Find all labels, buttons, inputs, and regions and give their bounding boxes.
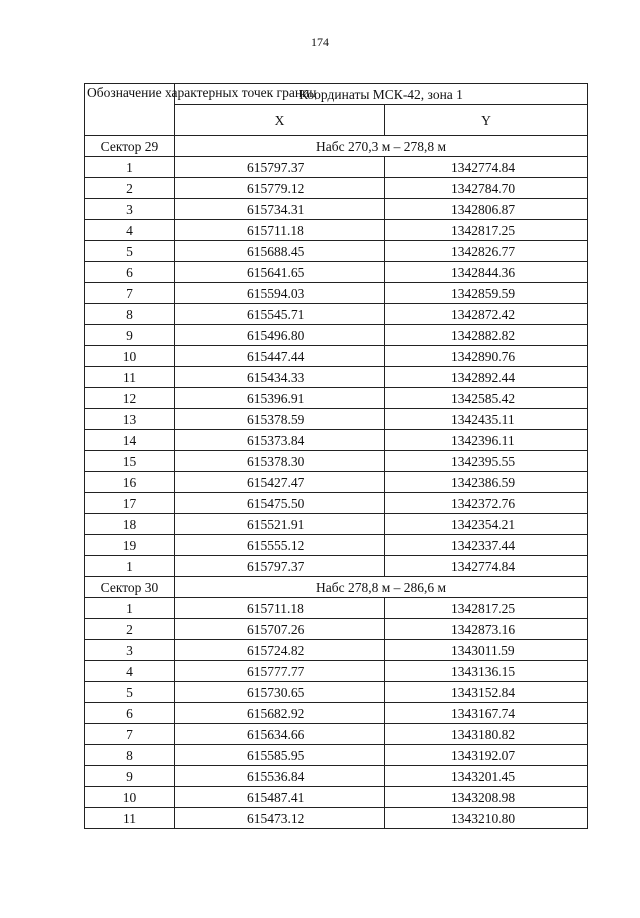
y-axis-header: Y [385,105,588,136]
table-row [85,262,588,283]
y-coordinate: 1342396.11 [385,430,588,451]
table-row [85,178,588,199]
x-coordinate: 615797.37 [175,157,385,178]
table-row [85,220,588,241]
table-row [85,598,588,619]
table-row [85,724,588,745]
y-coordinate: 1342386.59 [385,472,588,493]
table-row [85,556,588,577]
y-coordinate: 1342372.76 [385,493,588,514]
y-coordinate: 1342882.82 [385,325,588,346]
table-row [85,451,588,472]
x-coordinate: 615711.18 [175,598,385,619]
point-number: 14 [85,430,175,451]
x-coordinate: 615641.65 [175,262,385,283]
table-row [85,619,588,640]
y-coordinate: 1343208.98 [385,787,588,808]
designation-header: Обозначение характерных точек границ [85,84,175,136]
y-coordinate: 1342337.44 [385,535,588,556]
x-coordinate: 615682.92 [175,703,385,724]
x-coordinate: 615487.41 [175,787,385,808]
x-coordinate: 615797.37 [175,556,385,577]
y-coordinate: 1343167.74 [385,703,588,724]
table-row [85,409,588,430]
point-number: 1 [85,157,175,178]
table-row [85,157,588,178]
point-number: 1 [85,598,175,619]
table-row [85,808,588,829]
x-coordinate: 615730.65 [175,682,385,703]
coordinates-table [84,83,588,829]
point-number: 11 [85,367,175,388]
point-number: 4 [85,220,175,241]
x-coordinate: 615396.91 [175,388,385,409]
y-coordinate: 1343192.07 [385,745,588,766]
x-coordinate: 615536.84 [175,766,385,787]
coords-title-header: Координаты МСК-42, зона 1 [175,84,588,105]
x-coordinate: 615594.03 [175,283,385,304]
table-row [85,304,588,325]
point-number: 6 [85,703,175,724]
y-coordinate: 1342890.76 [385,346,588,367]
table-row [85,472,588,493]
point-number: 10 [85,346,175,367]
point-number: 8 [85,745,175,766]
point-number: 9 [85,766,175,787]
point-number: 2 [85,178,175,199]
y-coordinate: 1342859.59 [385,283,588,304]
x-coordinate: 615473.12 [175,808,385,829]
point-number: 13 [85,409,175,430]
y-coordinate: 1342872.42 [385,304,588,325]
table-row [85,283,588,304]
table-row [85,766,588,787]
x-coordinate: 615378.59 [175,409,385,430]
y-coordinate: 1342774.84 [385,556,588,577]
point-number: 7 [85,724,175,745]
sector-header-row [85,136,588,157]
table-row [85,703,588,724]
header-row-title [85,84,588,105]
sector-name: Сектор 30 [85,577,175,598]
x-coordinate: 615707.26 [175,619,385,640]
point-number: 5 [85,682,175,703]
y-coordinate: 1342585.42 [385,388,588,409]
point-number: 18 [85,514,175,535]
x-coordinate: 615585.95 [175,745,385,766]
y-coordinate: 1342817.25 [385,598,588,619]
x-coordinate: 615634.66 [175,724,385,745]
point-number: 10 [85,787,175,808]
x-coordinate: 615475.50 [175,493,385,514]
y-coordinate: 1342826.77 [385,241,588,262]
x-coordinate: 615734.31 [175,199,385,220]
point-number: 17 [85,493,175,514]
sector-name: Сектор 29 [85,136,175,157]
x-coordinate: 615496.80 [175,325,385,346]
point-number: 11 [85,808,175,829]
y-coordinate: 1342784.70 [385,178,588,199]
x-coordinate: 615777.77 [175,661,385,682]
x-coordinate: 615545.71 [175,304,385,325]
x-coordinate: 615724.82 [175,640,385,661]
x-coordinate: 615378.30 [175,451,385,472]
y-coordinate: 1342873.16 [385,619,588,640]
point-number: 2 [85,619,175,640]
point-number: 6 [85,262,175,283]
table-row [85,514,588,535]
x-axis-header: X [175,105,385,136]
table-row [85,682,588,703]
y-coordinate: 1343136.15 [385,661,588,682]
y-coordinate: 1342354.21 [385,514,588,535]
x-coordinate: 615688.45 [175,241,385,262]
y-coordinate: 1342806.87 [385,199,588,220]
point-number: 12 [85,388,175,409]
point-number: 3 [85,199,175,220]
x-coordinate: 615555.12 [175,535,385,556]
table-row [85,535,588,556]
y-coordinate: 1342844.36 [385,262,588,283]
y-coordinate: 1343210.80 [385,808,588,829]
y-coordinate: 1343180.82 [385,724,588,745]
x-coordinate: 615434.33 [175,367,385,388]
y-coordinate: 1342435.11 [385,409,588,430]
table-row [85,640,588,661]
table-row [85,325,588,346]
y-coordinate: 1343011.59 [385,640,588,661]
point-number: 16 [85,472,175,493]
table-row [85,241,588,262]
x-coordinate: 615447.44 [175,346,385,367]
x-coordinate: 615711.18 [175,220,385,241]
x-coordinate: 615521.91 [175,514,385,535]
page-number: 174 [311,35,329,49]
table-row [85,493,588,514]
table-row [85,787,588,808]
table-row [85,199,588,220]
y-coordinate: 1343152.84 [385,682,588,703]
y-coordinate: 1342892.44 [385,367,588,388]
point-number: 8 [85,304,175,325]
point-number: 3 [85,640,175,661]
sector-elevation-range: Набс 270,3 м – 278,8 м [175,136,588,157]
point-number: 5 [85,241,175,262]
y-coordinate: 1342774.84 [385,157,588,178]
sector-header-row [85,577,588,598]
point-number: 9 [85,325,175,346]
table-row [85,430,588,451]
y-coordinate: 1343201.45 [385,766,588,787]
point-number: 15 [85,451,175,472]
point-number: 4 [85,661,175,682]
y-coordinate: 1342817.25 [385,220,588,241]
x-coordinate: 615427.47 [175,472,385,493]
point-number: 19 [85,535,175,556]
table-row [85,367,588,388]
point-number: 1 [85,556,175,577]
point-number: 7 [85,283,175,304]
table-row [85,388,588,409]
x-coordinate: 615779.12 [175,178,385,199]
table-row [85,745,588,766]
table-row [85,661,588,682]
y-coordinate: 1342395.55 [385,451,588,472]
x-coordinate: 615373.84 [175,430,385,451]
table-row [85,346,588,367]
sector-elevation-range: Набс 278,8 м – 286,6 м [175,577,588,598]
